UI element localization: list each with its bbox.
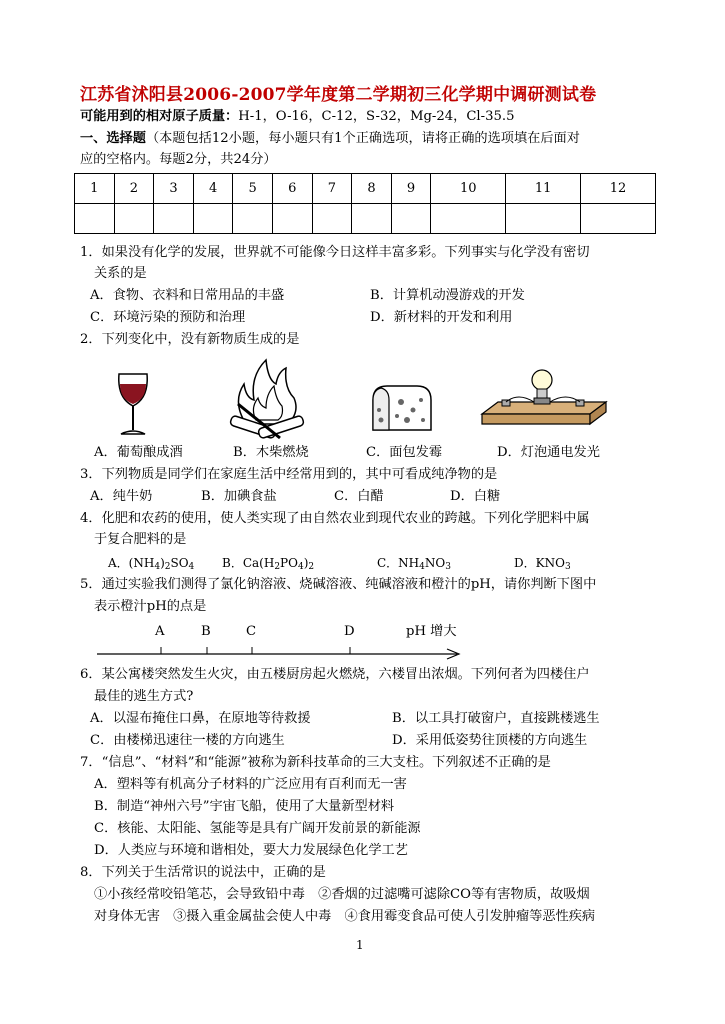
answer-cell[interactable] [312, 204, 352, 234]
q6-option-a: A．以湿布掩住口鼻，在原地等待救援 [90, 711, 311, 726]
answer-cell[interactable] [114, 204, 154, 234]
answer-number: 2 [114, 174, 154, 204]
answer-number: 1 [75, 174, 115, 204]
answer-table [74, 173, 656, 234]
ph-point-d: D [344, 624, 355, 639]
q5-stem-2: 表示橙汁pH的点是 [94, 599, 207, 614]
q4-option-c: C．$NH_4NO_3$ [377, 556, 451, 572]
q3-option-a: A．纯牛奶 [90, 489, 153, 504]
answer-number: 5 [233, 174, 273, 204]
q6-stem-2: 最佳的逃生方式? [94, 689, 194, 704]
answer-cell[interactable] [581, 204, 656, 234]
ph-point-c: C [246, 624, 257, 639]
answer-table-blank-row [75, 204, 656, 234]
q1-option-b: B．计算机动漫游戏的开发 [370, 288, 525, 303]
ph-point-b: B [201, 624, 211, 639]
page-title: 江苏省沭阳县2006-2007学年度第二学期初三化学期中调研测试卷 [80, 85, 597, 105]
atomic-mass-label: 可能用到的相对原子质量： [80, 109, 239, 124]
answer-cell[interactable] [272, 204, 312, 234]
q1-option-c: C．环境污染的预防和治理 [90, 310, 246, 325]
q1-option-d: D．新材料的开发和利用 [370, 310, 513, 325]
q2-option-c: C．面包发霉 [366, 445, 443, 460]
q6-option-b: B．以工具打破窗户，直接跳楼逃生 [392, 711, 600, 726]
q6-option-d: D．采用低姿势往顶楼的方向逃生 [392, 733, 588, 748]
section1-intro-line1 [80, 129, 580, 149]
answer-cell[interactable] [75, 204, 115, 234]
ph-axis-label: pH 增大 [406, 624, 457, 639]
q4-stem-2: 于复合肥料的是 [94, 532, 187, 547]
q6-stem-1: 6．某公寓楼突然发生火灾，由五楼厨房起火燃烧，六楼冒出浓烟。下列何者为四楼住户 [80, 667, 590, 682]
answer-number: 9 [391, 174, 431, 204]
q8-stem: 8．下列关于生活常识的说法中，正确的是 [80, 865, 326, 880]
q8-line-1: ①小孩经常咬铅笔芯，会导致铅中毒 ②香烟的过滤嘴可滤除CO等有害物质，故吸烟 [94, 887, 590, 902]
q4-option-d: D．$KNO_3$ [514, 556, 571, 572]
q2-option-b: B．木柴燃烧 [233, 445, 309, 460]
q8-line-2: 对身体无害 ③摄入重金属盐会使人中毒 ④食用霉变食品可使人引发肿瘤等恶性疾病 [94, 909, 596, 924]
answer-cell[interactable] [506, 204, 581, 234]
answer-number: 7 [312, 174, 352, 204]
q3-stem: 3．下列物质是同学们在家庭生活中经常用到的，其中可看成纯净物的是 [80, 467, 498, 482]
q2-option-a: A．葡萄酿成酒 [94, 445, 183, 460]
q7-option-b: B．制造“神州六号”宇宙飞船，使用了大量新型材料 [94, 799, 395, 814]
answer-number: 8 [352, 174, 392, 204]
q1-stem-2: 关系的是 [94, 266, 147, 281]
light-bulb-circuit-icon [478, 362, 610, 440]
q7-option-c: C．核能、太阳能、氢能等是具有广阔开发前景的新能源 [94, 821, 421, 836]
q1-stem-1: 1．如果没有化学的发展，世界就不可能像今日这样丰富多彩。下列事实与化学没有密切 [80, 245, 590, 260]
q2-stem: 2．下列变化中，没有新物质生成的是 [80, 332, 300, 347]
q7-option-d: D．人类应与环境和谐相处，要大力发展绿色化学工艺 [94, 843, 408, 858]
q3-option-c: C．白醋 [334, 489, 384, 504]
answer-number: 4 [193, 174, 233, 204]
q6-option-c: C．由楼梯迅速往一楼的方向逃生 [90, 733, 285, 748]
section1-heading: 一、选择题 [80, 131, 146, 146]
q4-option-a: A．$(NH_4)_2SO_4$ [108, 556, 195, 572]
q7-stem: 7．“信息”、“材料”和“能源”被称为新科技革命的三大支柱。下列叙述不正确的是 [80, 755, 551, 770]
wine-glass-icon [113, 372, 153, 438]
atomic-mass-values: H-1，O-16，C-12，S-32，Mg-24，Cl-35.5 [238, 109, 515, 124]
moldy-bread-icon [369, 380, 435, 436]
answer-number: 3 [154, 174, 194, 204]
answer-table-header-row [75, 174, 656, 204]
section1-intro-2: 应的空格内。每题2分，共24分） [80, 152, 277, 167]
q3-option-b: B．加碘食盐 [201, 489, 277, 504]
answer-number: 12 [581, 174, 656, 204]
answer-number: 10 [431, 174, 506, 204]
answer-cell[interactable] [154, 204, 194, 234]
answer-number: 6 [272, 174, 312, 204]
q2-option-d: D．灯泡通电发光 [497, 445, 600, 460]
q3-option-d: D．白糖 [450, 489, 501, 504]
burning-wood-icon [224, 354, 308, 440]
q1-option-a: A．食物、衣料和日常用品的丰盛 [90, 288, 285, 303]
section1-intro-1: （本题包括12小题，每小题只有1个正确选项，请将正确的选项填在后面对 [145, 131, 580, 146]
q4-stem-1: 4．化肥和农药的使用，使人类实现了由自然农业到现代农业的跨越。下列化学肥料中属 [80, 511, 590, 526]
q4-option-b: B．$Ca(H_2PO_4)_2$ [222, 556, 315, 572]
q7-option-a: A．塑料等有机高分子材料的广泛应用有百利而无一害 [94, 777, 407, 792]
answer-cell[interactable] [352, 204, 392, 234]
ph-point-a: A [155, 624, 165, 639]
q5-stem-1: 5．通过实验我们测得了氯化钠溶液、烧碱溶液、纯碱溶液和橙汁的pH，请你判断下图中 [80, 577, 597, 592]
answer-cell[interactable] [233, 204, 273, 234]
answer-cell[interactable] [391, 204, 431, 234]
answer-cell[interactable] [431, 204, 506, 234]
answer-number: 11 [506, 174, 581, 204]
page-number: 1 [356, 938, 364, 952]
answer-cell[interactable] [193, 204, 233, 234]
atomic-mass-line [80, 107, 514, 127]
